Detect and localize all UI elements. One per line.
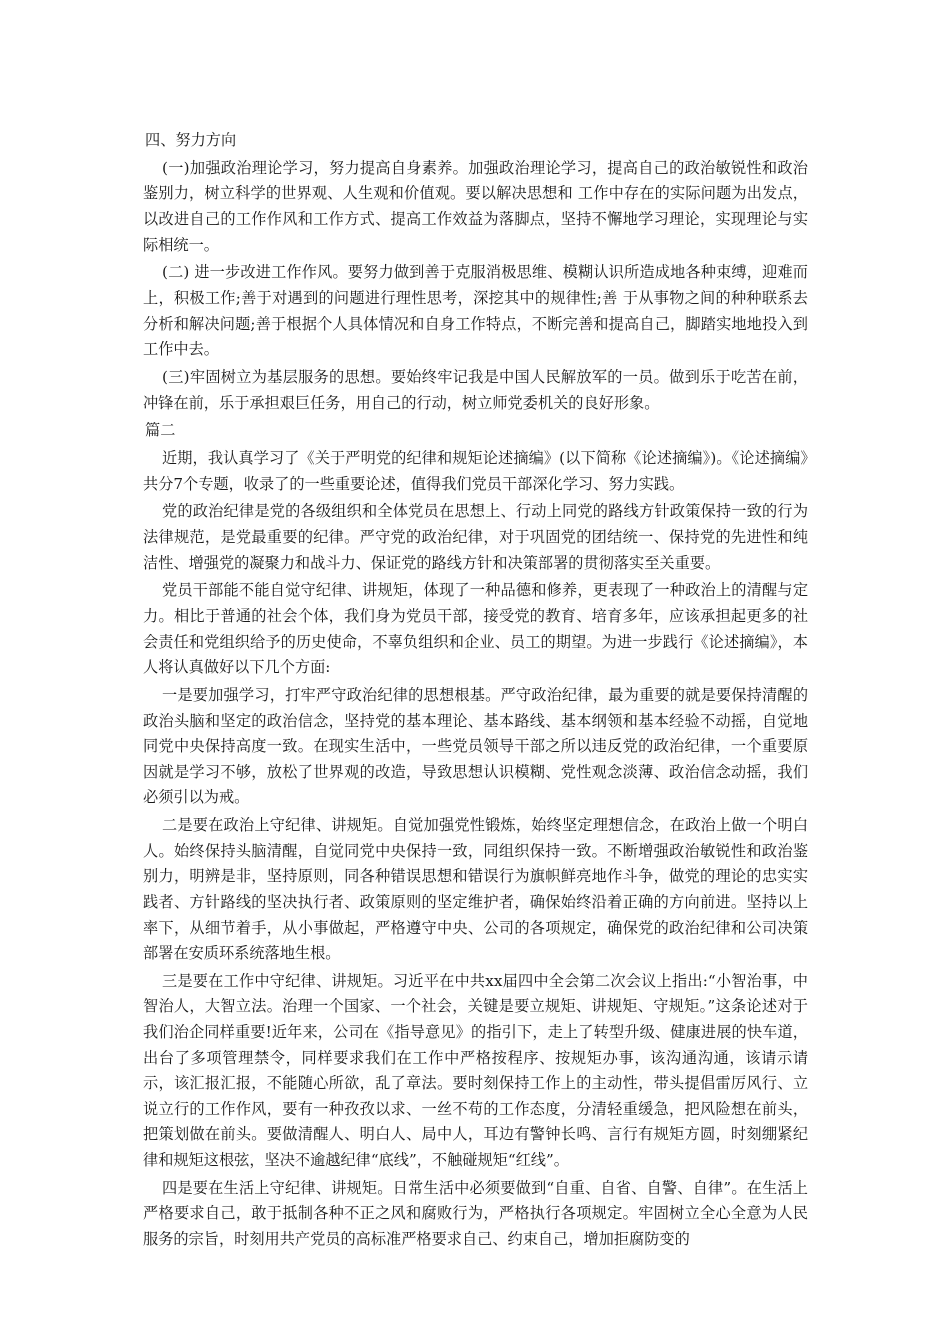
part-two-paragraph-5: 二是要在政治上守纪律、讲规矩。自觉加强党性锻炼，始终坚定理想信念，在政治上做一个明白人。始终保持头脑清醒，自觉同党中央保持一致，同组织保持一致。不断增强政治敏锐性和政治鉴别力，明辨是非，坚持原则，同各种错误思想和错误行为旗帜鲜亮地作斗争，做党的理论的忠实实践者、方针路线的坚决执行者、政策原则的坚定维护者，确保始终沿着正确的方向前进。坚持以上率下，从细节着手，从小事做起，严格遵守中央、公司的各项规定，确保党的政治纪律和公司决策部署在安质环系统落地生根。 bbox=[143, 816, 808, 963]
part-two-paragraph-4: 一是要加强学习，打牢严守政治纪律的思想根基。严守政治纪律，最为重要的就是要保持清醒的政治头脑和坚定的政治信念，坚持党的基本理论、基本路线、基本纲领和基本经验不动摇，自觉地同党中央保持高度一致。在现实生活中，一些党员领导干部之所以违反党的政治纪律，一个重要原因就是学习不够，放松了世界观的改造，导致思想认识模糊、党性观念淡薄、政治信念动摇，我们必须引以为戒。 bbox=[143, 685, 808, 807]
section-four-item-1: (一)加强政治理论学习，努力提高自身素养。加强政治理论学习，提高自己的政治敏锐性和政治鉴别力，树立科学的世界观、人生观和价值观。要以解决思想和 工作中存在的实际问题为出发点，以改进自己的工作作风和工作方式、提高工作效益为落脚点，坚持不懈地学习理论，实现理论与实际相统一。 bbox=[143, 158, 808, 254]
section-four-title: 四、努力方向 bbox=[145, 131, 237, 149]
part-two-paragraph-1: 近期，我认真学习了《关于严明党的纪律和规矩论述摘编》(以下简称《论述摘编》)。《论述摘编》共分7个专题，收录了的一些重要论述，值得我们党员干部深化学习、努力实践。 bbox=[143, 449, 808, 493]
section-four-item-3: (三)牢固树立为基层服务的思想。要始终牢记我是中国人民解放军的一员。做到乐于吃苦在前，冲锋在前，乐于承担艰巨任务，用自己的行动，树立师党委机关的良好形象。 bbox=[143, 367, 808, 412]
document-page bbox=[143, 128, 808, 1255]
part-two-paragraph-3: 党员干部能不能自觉守纪律、讲规矩，体现了一种品德和修养，更表现了一种政治上的清醒与定力。相比于普通的社会个体，我们身为党员干部，接受党的教育、培育多年，应该承担起更多的社会责任和党组织给予的历史使命，不辜负组织和企业、员工的期望。为进一步践行《论述摘编》，本人将认真做好以下几个方面: bbox=[143, 581, 808, 677]
part-two-title: 篇二 bbox=[145, 421, 176, 440]
section-four-item-2: (二) 进一步改进工作作风。要努力做到善于克服消极思维、模糊认识所造成地各种束缚，迎难而上，积极工作;善于对遇到的问题进行理性思考，深挖其中的规律性;善 于从事物之间的种种联系去分析和解决问题;善于根据个人具体情况和自身工作特点，不断完善和提高自己，脚踏实地地投入到工作中去。 bbox=[143, 263, 808, 359]
part-two-paragraph-6: 三是要在工作中守纪律、讲规矩。习近平在中共xx届四中全会第二次会议上指出:“小智治事，中智治人，大智立法。治理一个国家、一个社会，关键是要立规矩、讲规矩、守规矩。”这条论述对于我们治企同样重要!近年来，公司在《指导意见》的指引下，走上了转型升级、健康进展的快车道，出台了多项管理禁令，同样要求我们在工作中严格按程序、按规矩办事，该沟通沟通，该请示请示，该汇报汇报，不能随心所欲，乱了章法。要时刻保持工作上的主动性，带头提倡雷厉风行、立说立行的工作作风，要有一种孜孜以求、一丝不苟的工作态度，分清轻重缓急，把风险想在前头，把策划做在前头。要做清醒人、明白人、局中人，耳边有警钟长鸣、言行有规矩方圆，时刻绷紧纪律和规矩这根弦，坚决不逾越纪律“底线”，不触碰规矩“红线”。 bbox=[143, 971, 808, 1170]
part-two-paragraph-7: 四是要在生活上守纪律、讲规矩。日常生活中必须要做到“自重、自省、自警、自律”。在生活上严格要求自己，敢于抵制各种不正之风和腐败行为，严格执行各项规定。牢固树立全心全意为人民服务的宗旨，时刻用共产党员的高标准严格要求自己、约束自己，增加拒腐防变的 bbox=[143, 1178, 808, 1248]
part-two-paragraph-2: 党的政治纪律是党的各级组织和全体党员在思想上、行动上同党的路线方针政策保持一致的行为法律规范，是党最重要的纪律。严守党的政治纪律，对于巩固党的团结统一、保持党的先进性和纯洁性、增强党的凝聚力和战斗力、保证党的路线方针和决策部署的贯彻落实至关重要。 bbox=[143, 502, 808, 572]
